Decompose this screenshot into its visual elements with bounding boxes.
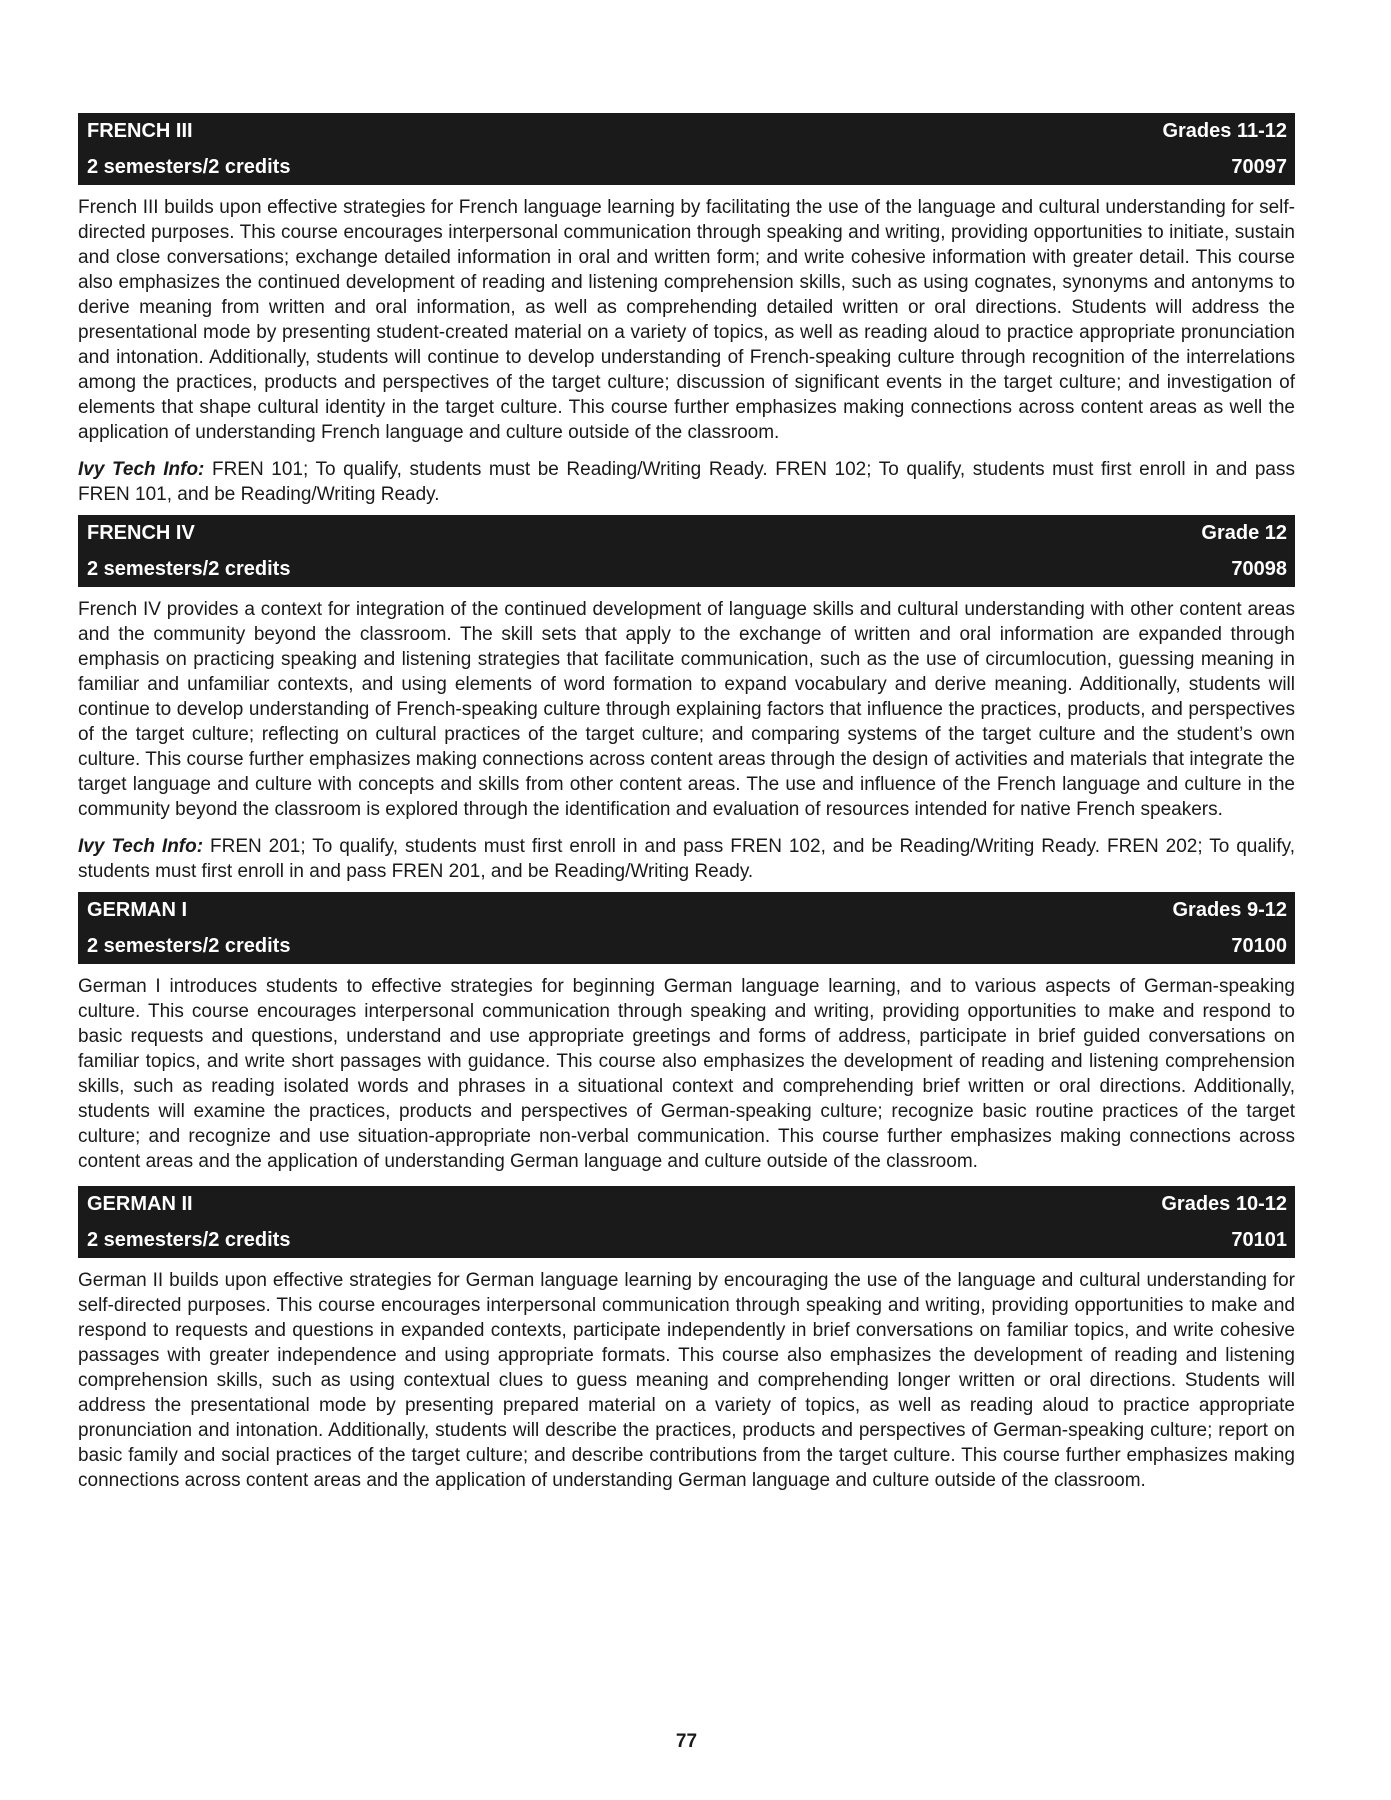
ivy-tech-text: FREN 201; To qualify, students must first enroll in and pass FREN 102, and be Reading/Writing Ready. FREN 202; To qualify, students must first enroll in and pass FREN 201, and be Reading/Writing Ready. (78, 836, 1295, 882)
ivy-tech-label: Ivy Tech Info: (78, 836, 204, 857)
course-grades: Grades 10-12 (1161, 1192, 1287, 1215)
course-list (78, 113, 1295, 1505)
course-title: GERMAN II (87, 1192, 193, 1215)
course-header-bar (78, 113, 1295, 185)
page-footer (78, 1731, 1295, 1753)
course-header-bar (78, 892, 1295, 964)
course-grades: Grades 9-12 (1172, 898, 1287, 921)
course-header-credits-row (78, 551, 1295, 587)
course-section-french-iii (78, 113, 1295, 507)
course-number: 70101 (1231, 1228, 1287, 1251)
course-section-french-iv (78, 515, 1295, 884)
course-description: French III builds upon effective strategies for French language learning by facilitating the use of the language and cultural understanding for self-directed purposes. This course encourages interpersonal communication through speaking and writing, providing opportunities to initiate, sustain and close conversations; exchange detailed information in oral and written form; and write cohesive information with greater detail. This course also emphasizes the continued development of reading and listening comprehension skills, such as using cognates, synonyms and antonyms to derive meaning from written and oral information, as well as comprehending detailed written or oral directions. Students will address the presentational mode by presenting student-created material on a variety of topics, as well as reading aloud to practice appropriate pronunciation and intonation. Additionally, students will continue to develop understanding of French-speaking culture through recognition of the interrelations among the practices, products and perspectives of the target culture; discussion of significant events in the target culture; and investigation of elements that shape cultural identity in the target culture. This course further emphasizes making connections across content areas as well the application of understanding French language and culture outside of the classroom. (78, 197, 1295, 443)
course-grades: Grade 12 (1201, 521, 1287, 544)
course-section-german-i (78, 892, 1295, 1174)
course-header-credits-row (78, 149, 1295, 185)
course-description: German I introduces students to effective strategies for beginning German language learning, and to various aspects of German-speaking culture. This course encourages interpersonal communication through speaking and writing, providing opportunities to make and respond to basic requests and questions, understand and use appropriate greetings and forms of address, participate in brief guided conversations on familiar topics, and write short passages with guidance. This course also emphasizes the development of reading and listening comprehension skills, such as reading isolated words and phrases in a situational context and comprehending brief written or oral directions. Additionally, students will examine the practices, products and perspectives of German-speaking culture; recognize basic routine practices of the target culture; and recognize and use situation-appropriate non-verbal communication. This course further emphasizes making connections across content areas and the application of understanding German language and culture outside of the classroom. (78, 976, 1295, 1172)
course-credits: 2 semesters/2 credits (87, 1228, 291, 1251)
course-header-title-row (78, 113, 1295, 149)
ivy-tech-label: Ivy Tech Info: (78, 459, 205, 480)
course-title: GERMAN I (87, 898, 187, 921)
ivy-tech-info (78, 834, 1295, 884)
course-description: French IV provides a context for integration of the continued development of language skills and cultural understanding with other content areas and the community beyond the classroom. The skill sets that apply to the exchange of written and oral information are expanded through emphasis on practicing speaking and listening strategies that facilitate communication, such as the use of circumlocution, guessing meaning in familiar and unfamiliar contexts, and using elements of word formation to expand vocabulary and derive meaning. Additionally, students will continue to develop understanding of French-speaking culture through explaining factors that influence the practices, products, and perspectives of the target culture; reflecting on cultural practices of the target culture; and comparing systems of the target culture and the student’s own culture. This course further emphasizes making connections across content areas through the design of activities and materials that integrate the target language and culture with concepts and skills from other content areas. The use and influence of the French language and culture in the community beyond the classroom is explored through the identification and evaluation of resources intended for native French speakers. (78, 599, 1295, 820)
course-header-title-row (78, 892, 1295, 928)
course-section-german-ii (78, 1186, 1295, 1493)
course-header-title-row (78, 515, 1295, 551)
page-number: 77 (675, 1731, 698, 1752)
course-number: 70100 (1231, 934, 1287, 957)
course-title: FRENCH IV (87, 521, 195, 544)
course-header-title-row (78, 1186, 1295, 1222)
course-number: 70098 (1231, 557, 1287, 580)
course-credits: 2 semesters/2 credits (87, 557, 291, 580)
ivy-tech-info (78, 457, 1295, 507)
course-header-bar (78, 515, 1295, 587)
course-header-credits-row (78, 928, 1295, 964)
course-header-bar (78, 1186, 1295, 1258)
course-description: German II builds upon effective strategies for German language learning by encouraging the use of the language and cultural understanding for self-directed purposes. This course encourages interpersonal communication through speaking and writing, providing opportunities to make and respond to requests and questions in expanded contexts, participate independently in brief conversations on familiar topics, and write cohesive passages with greater independence and using appropriate formats. This course also emphasizes the development of reading and listening comprehension skills, such as using contextual clues to guess meaning and comprehending longer written or oral directions. Students will address the presentational mode by presenting prepared material on a variety of topics, as well as reading aloud to practice appropriate pronunciation and intonation. Additionally, students will describe the practices, products and perspectives of German-speaking culture; report on basic family and social practices of the target culture; and describe contributions from the target culture. This course further emphasizes making connections across content areas and the application of understanding German language and culture outside of the classroom. (78, 1270, 1295, 1491)
course-header-credits-row (78, 1222, 1295, 1258)
course-grades: Grades 11-12 (1162, 119, 1287, 142)
ivy-tech-text: FREN 101; To qualify, students must be Reading/Writing Ready. FREN 102; To qualify, students must first enroll in and pass FREN 101, and be Reading/Writing Ready. (78, 459, 1295, 505)
course-credits: 2 semesters/2 credits (87, 155, 291, 178)
course-title: FRENCH III (87, 119, 193, 142)
course-credits: 2 semesters/2 credits (87, 934, 291, 957)
course-number: 70097 (1231, 155, 1287, 178)
